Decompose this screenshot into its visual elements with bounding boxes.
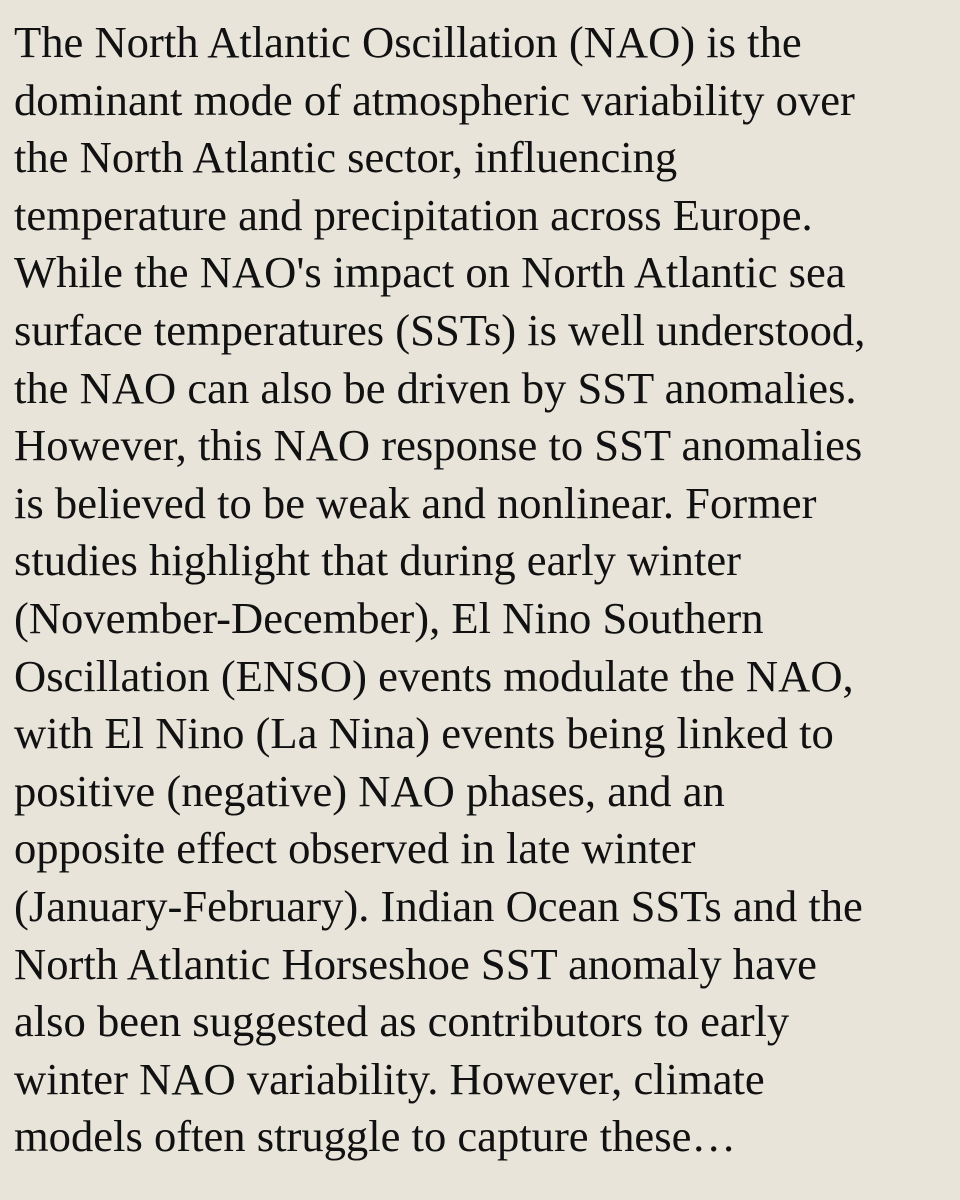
text-line-20: models often struggle to capture these…: [14, 1111, 736, 1162]
text-line-16: (January-February). Indian Ocean SSTs and the: [14, 880, 863, 931]
text-line-5: While the NAO's impact on North Atlantic sea: [14, 247, 846, 298]
text-line-19: winter NAO variability. However, climate: [14, 1053, 765, 1104]
text-line-9: is believed to be weak and nonlinear. Former: [14, 477, 817, 528]
text-line-18: also been suggested as contributors to early: [14, 996, 790, 1047]
text-line-17: North Atlantic Horseshoe SST anomaly have: [14, 938, 817, 989]
abstract-paragraph: [14, 14, 954, 1166]
text-line-3: the North Atlantic sector, influencing: [14, 132, 678, 183]
text-line-10: studies highlight that during early winter: [14, 535, 742, 586]
text-line-15: opposite effect observed in late winter: [14, 823, 696, 874]
text-line-7: the NAO can also be driven by SST anomalies.: [14, 362, 857, 413]
text-line-13: with El Nino (La Nina) events being linked to: [14, 708, 834, 759]
text-line-8: However, this NAO response to SST anomalies: [14, 420, 863, 471]
text-line-4: temperature and precipitation across Europe.: [14, 189, 813, 240]
text-line-2: dominant mode of atmospheric variability over: [14, 74, 855, 125]
text-line-11: (November-December), El Nino Southern: [14, 592, 764, 643]
text-line-1: The North Atlantic Oscillation (NAO) is the: [14, 17, 802, 67]
text-line-12: Oscillation (ENSO) events modulate the NAO,: [14, 650, 854, 701]
text-line-14: positive (negative) NAO phases, and an: [14, 765, 725, 816]
text-line-6: surface temperatures (SSTs) is well understood,: [14, 304, 866, 355]
